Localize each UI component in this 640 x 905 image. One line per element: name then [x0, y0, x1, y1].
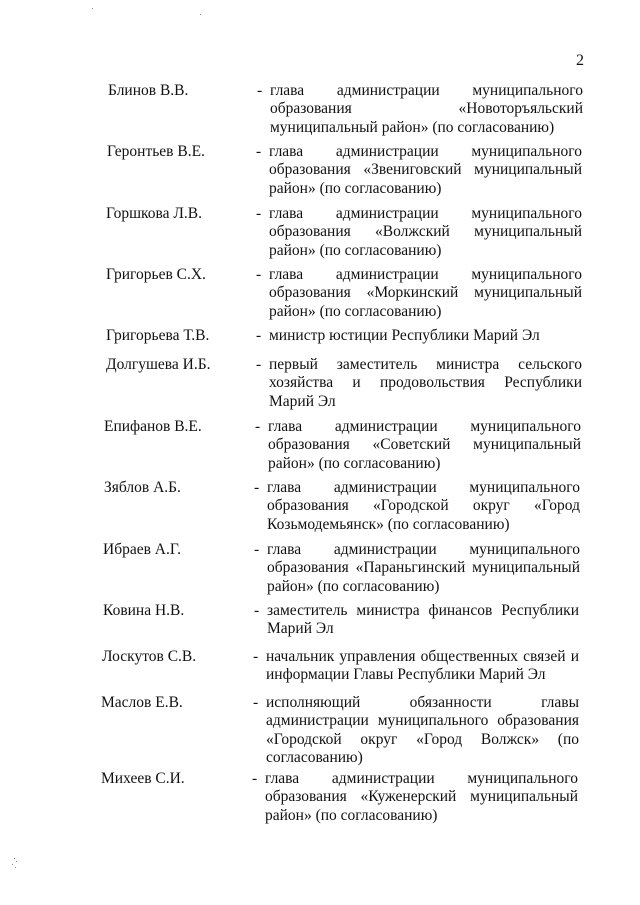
entry-dash: -	[254, 602, 260, 619]
member-name: Геронтьев В.Е.	[107, 143, 205, 160]
page-number: 2	[576, 52, 584, 69]
member-position: глава администрации муниципального образования «Звениговский муниципальный район» (по согласованию)	[269, 143, 582, 197]
member-position: начальник управления общественных связей и информации Главы Республики Марий Эл	[266, 648, 579, 684]
entry-dash: -	[253, 648, 259, 665]
member-name: Блинов В.В.	[108, 82, 189, 99]
member-position: глава администрации муниципального образования «Куженерский муниципальный район» (по согласованию)	[265, 770, 578, 824]
entry-dash: -	[254, 479, 260, 496]
entry-dash: -	[255, 418, 261, 435]
member-position: глава администрации муниципального образования «Городской округ «Город Козьмодемьянск» (по согласованию)	[267, 479, 580, 533]
entry-dash: -	[256, 205, 262, 222]
member-position: заместитель министра финансов Республики Марий Эл	[267, 602, 579, 638]
entry-dash: -	[256, 327, 262, 344]
member-position: глава администрации муниципального образования «Моркинский муниципальный район» (по согласованию)	[269, 266, 582, 320]
member-position: первый заместитель министра сельского хозяйства и продовольствия Республики Марий Эл	[269, 356, 582, 410]
member-name: Ковина Н.В.	[103, 602, 185, 619]
member-name: Маслов Е.В.	[101, 694, 183, 711]
entry-dash: -	[256, 266, 262, 283]
member-position: глава администрации муниципального образования «Волжский муниципальный район» (по согласованию)	[269, 205, 582, 259]
member-name: Долгушева И.Б.	[106, 356, 211, 373]
entry-dash: -	[257, 82, 263, 99]
member-position: министр юстиции Республики Марий Эл	[269, 327, 540, 344]
member-position: глава администрации муниципального образования «Советский муниципальный район» (по согласованию)	[268, 418, 581, 472]
member-position: исполняющий обязанности главы администрации муниципального образования «Городской округ «Город Волжск» (по согласованию)	[266, 694, 579, 766]
member-position: глава администрации муниципального образования «Параньгинский муниципальный район» (по согласованию)	[267, 541, 580, 595]
member-name: Григорьева Т.В.	[106, 327, 210, 344]
member-name: Лоскутов С.В.	[102, 648, 197, 665]
member-position: глава администрации муниципального образования «Новоторъяльский муниципальный район» (по согласованию)	[270, 82, 583, 136]
member-name: Михеев С.И.	[101, 770, 185, 787]
member-name: Горшкова Л.В.	[106, 205, 202, 222]
member-name: Григорьев С.Х.	[106, 266, 206, 283]
entry-dash: -	[256, 356, 262, 373]
member-name: Ибраев А.Г.	[103, 541, 181, 558]
entry-dash: -	[253, 694, 259, 711]
entry-dash: -	[254, 541, 260, 558]
entry-dash: -	[252, 770, 258, 787]
entry-dash: -	[256, 143, 262, 160]
member-name: Епифанов В.Е.	[104, 418, 202, 435]
member-name: Зяблов А.Б.	[104, 479, 181, 496]
